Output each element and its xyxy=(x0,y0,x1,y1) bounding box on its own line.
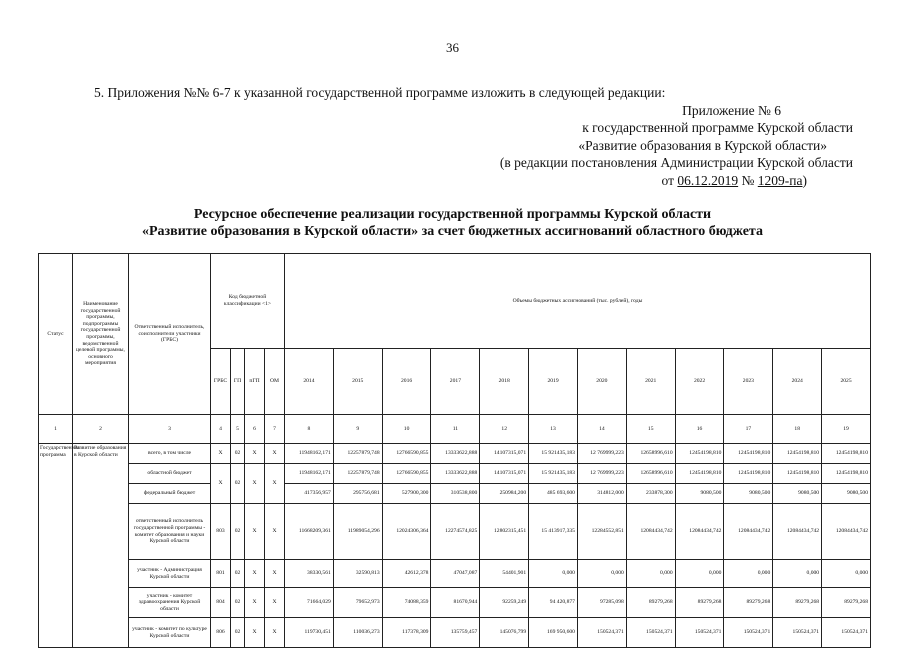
title-line-1: Ресурсное обеспечение реализации государственной программы Курской области xyxy=(193,207,712,222)
value-cell: 12 769999,223 xyxy=(577,444,626,464)
column-number: 3 xyxy=(129,415,211,444)
header-year: 2014 xyxy=(285,349,334,415)
value-cell: 32590,813 xyxy=(333,560,382,588)
column-number: 12 xyxy=(480,415,529,444)
gp-cell: 02 xyxy=(231,504,245,560)
header-years-group: Объемы бюджетных ассигнований (тыс. рублей), годы xyxy=(285,254,871,349)
value-cell: 150524,371 xyxy=(675,618,724,648)
header-year: 2020 xyxy=(577,349,626,415)
value-cell: 0,000 xyxy=(529,560,578,588)
column-number: 11 xyxy=(431,415,480,444)
value-cell: 12454198,810 xyxy=(675,464,724,484)
appendix-no-sign: № xyxy=(738,172,758,188)
column-number: 19 xyxy=(822,415,871,444)
header-row xyxy=(39,254,871,349)
value-cell: 12 769999,223 xyxy=(577,464,626,484)
value-cell: 97285,098 xyxy=(577,588,626,618)
header-year: 2023 xyxy=(724,349,773,415)
appendix-line-2: к государственной программе Курской области xyxy=(582,120,853,136)
value-cell: 12766590,855 xyxy=(382,464,431,484)
value-cell: 89279,268 xyxy=(822,588,871,618)
value-cell: 12454198,810 xyxy=(724,444,773,464)
value-cell: 12257879,748 xyxy=(333,444,382,464)
value-cell: 12084434,742 xyxy=(773,504,822,560)
column-number-row xyxy=(39,415,871,444)
om-cell: X xyxy=(265,444,285,464)
grbs-cell: 804 xyxy=(211,588,231,618)
value-cell: 12658996,610 xyxy=(626,464,675,484)
value-cell: 89279,268 xyxy=(724,588,773,618)
value-cell: 295756,681 xyxy=(333,484,382,504)
table-row xyxy=(39,560,871,588)
value-cell: 150524,371 xyxy=(773,618,822,648)
value-cell: 89279,268 xyxy=(773,588,822,618)
header-year: 2017 xyxy=(431,349,480,415)
header-year: 2024 xyxy=(773,349,822,415)
value-cell: 117378,309 xyxy=(382,618,431,648)
value-cell: 0,000 xyxy=(675,560,724,588)
executor-cell: ответственный исполнитель государственной программы - комитет образования и науки Курской области xyxy=(129,504,211,560)
column-number: 10 xyxy=(382,415,431,444)
header-year: 2018 xyxy=(480,349,529,415)
page-number: 36 xyxy=(446,40,459,55)
executor-cell: областной бюджет xyxy=(129,464,211,484)
table-row xyxy=(39,484,871,504)
table-row xyxy=(39,444,871,464)
value-cell: 15 921435,183 xyxy=(529,464,578,484)
pgp-cell: X xyxy=(245,504,265,560)
om-cell: X xyxy=(265,560,285,588)
value-cell: 527900,300 xyxy=(382,484,431,504)
table-row xyxy=(39,504,871,560)
value-cell: 13333622,888 xyxy=(431,464,480,484)
pgp-cell: X xyxy=(245,444,265,464)
appendix-line-1: Приложение № 6 xyxy=(682,103,781,118)
value-cell: 12084434,742 xyxy=(724,504,773,560)
header-year: 2019 xyxy=(529,349,578,415)
header-grbs: ГРБС xyxy=(211,349,231,415)
table-row xyxy=(39,618,871,648)
column-number: 17 xyxy=(724,415,773,444)
column-number: 5 xyxy=(231,415,245,444)
pgp-cell: X xyxy=(245,618,265,648)
value-cell: 250984,200 xyxy=(480,484,529,504)
gp-cell: 02 xyxy=(231,618,245,648)
value-cell: 12084434,742 xyxy=(626,504,675,560)
value-cell: 38330,561 xyxy=(285,560,334,588)
value-cell: 0,000 xyxy=(822,560,871,588)
executor-cell: участник - комитет по культуре Курской области xyxy=(129,618,211,648)
value-cell: 150524,371 xyxy=(822,618,871,648)
value-cell: 11989054,296 xyxy=(333,504,382,560)
executor-cell: всего, в том числе xyxy=(129,444,211,464)
appendix-number: 1209-па xyxy=(757,172,803,188)
gp-cell: 02 xyxy=(231,464,245,504)
value-cell: 92259,249 xyxy=(480,588,529,618)
value-cell: 15 921435,183 xyxy=(529,444,578,464)
grbs-cell: 801 xyxy=(211,560,231,588)
value-cell: 42612,378 xyxy=(382,560,431,588)
value-cell: 150524,371 xyxy=(577,618,626,648)
value-cell: 314812,000 xyxy=(577,484,626,504)
header-year: 2021 xyxy=(626,349,675,415)
column-number: 7 xyxy=(265,415,285,444)
value-cell: 119730,451 xyxy=(285,618,334,648)
value-cell: 12454198,810 xyxy=(724,464,773,484)
value-cell: 71664,029 xyxy=(285,588,334,618)
column-number: 9 xyxy=(333,415,382,444)
grbs-cell: X xyxy=(211,464,231,504)
value-cell: 12454198,810 xyxy=(773,444,822,464)
executor-cell: участник - Администрация Курской области xyxy=(129,560,211,588)
value-cell: 74088,359 xyxy=(382,588,431,618)
value-cell: 9080,500 xyxy=(724,484,773,504)
column-number: 13 xyxy=(529,415,578,444)
value-cell: 0,000 xyxy=(773,560,822,588)
grbs-cell: X xyxy=(211,444,231,464)
appendix-line-5 xyxy=(393,172,853,189)
value-cell: 9080,500 xyxy=(675,484,724,504)
om-cell: X xyxy=(265,504,285,560)
header-executor: Ответственный исполнитель, соисполнители участники (ГРБС) xyxy=(129,254,211,415)
header-year: 2015 xyxy=(333,349,382,415)
value-cell: 14107315,071 xyxy=(480,444,529,464)
value-cell: 13333622,888 xyxy=(431,444,480,464)
om-cell: X xyxy=(265,464,285,504)
header-pgp: пГП xyxy=(245,349,265,415)
value-cell: 9080,500 xyxy=(822,484,871,504)
value-cell: 150524,371 xyxy=(626,618,675,648)
value-cell: 12274574,825 xyxy=(431,504,480,560)
header-om: ОМ xyxy=(265,349,285,415)
value-cell: 12454198,810 xyxy=(773,464,822,484)
pgp-cell: X xyxy=(245,464,265,504)
title-line-2: «Развитие образования в Курской области» за счет бюджетных ассигнований областного бюджета xyxy=(142,224,763,239)
value-cell: 12084434,742 xyxy=(822,504,871,560)
appendix-close: ) xyxy=(802,172,807,188)
value-cell: 310538,800 xyxy=(431,484,480,504)
gp-cell: 02 xyxy=(231,560,245,588)
value-cell: 12084434,742 xyxy=(675,504,724,560)
value-cell: 47047,087 xyxy=(431,560,480,588)
pgp-cell: X xyxy=(245,560,265,588)
value-cell: 89279,268 xyxy=(675,588,724,618)
column-number: 16 xyxy=(675,415,724,444)
column-number: 2 xyxy=(73,415,129,444)
value-cell: 0,000 xyxy=(724,560,773,588)
value-cell: 485 693,600 xyxy=(529,484,578,504)
value-cell: 12802315,451 xyxy=(480,504,529,560)
value-cell: 12454198,810 xyxy=(822,464,871,484)
value-cell: 12024306,364 xyxy=(382,504,431,560)
value-cell: 94 420,877 xyxy=(529,588,578,618)
value-cell: 169 950,600 xyxy=(529,618,578,648)
executor-cell: участник - комитет здравоохранения Курской области xyxy=(129,588,211,618)
value-cell: 0,000 xyxy=(626,560,675,588)
value-cell: 11668209,361 xyxy=(285,504,334,560)
value-cell: 12257879,748 xyxy=(333,464,382,484)
appendix-line-4: (в редакции постановления Администрации Курской области xyxy=(499,155,853,171)
value-cell: 11948162,171 xyxy=(285,444,334,464)
value-cell: 11948162,171 xyxy=(285,464,334,484)
column-number: 4 xyxy=(211,415,231,444)
program-cell: Развитие образования в Курской области xyxy=(73,444,129,648)
value-cell: 110036,273 xyxy=(333,618,382,648)
om-cell: X xyxy=(265,618,285,648)
appendix-date: 06.12.2019 xyxy=(677,172,739,188)
column-number: 1 xyxy=(39,415,73,444)
value-cell: 79652,973 xyxy=(333,588,382,618)
value-cell: 12284552,851 xyxy=(577,504,626,560)
intro-paragraph: 5. Приложения №№ 6-7 к указанной государственной программе изложить в следующей редакции: xyxy=(94,85,666,100)
value-cell: 89279,268 xyxy=(626,588,675,618)
header-gp: ГП xyxy=(231,349,245,415)
column-number: 18 xyxy=(773,415,822,444)
column-number: 8 xyxy=(285,415,334,444)
document-title xyxy=(0,206,905,240)
value-cell: 12454198,810 xyxy=(822,444,871,464)
column-number: 6 xyxy=(245,415,265,444)
value-cell: 233878,300 xyxy=(626,484,675,504)
header-year: 2022 xyxy=(675,349,724,415)
status-cell: Государственная программа xyxy=(39,444,73,648)
value-cell: 12766590,855 xyxy=(382,444,431,464)
value-cell: 81670,944 xyxy=(431,588,480,618)
value-cell: 145076,799 xyxy=(480,618,529,648)
header-code-group: Код бюджетной классификации <1> xyxy=(211,254,285,349)
appendix-header xyxy=(393,102,853,189)
gp-cell: 02 xyxy=(231,444,245,464)
grbs-cell: 803 xyxy=(211,504,231,560)
value-cell: 135759,457 xyxy=(431,618,480,648)
value-cell: 54401,901 xyxy=(480,560,529,588)
appendix-line-3: «Развитие образования в Курской области» xyxy=(578,137,827,153)
table-row xyxy=(39,588,871,618)
value-cell: 9080,500 xyxy=(773,484,822,504)
header-year: 2016 xyxy=(382,349,431,415)
table-row xyxy=(39,464,871,484)
grbs-cell: 806 xyxy=(211,618,231,648)
value-cell: 12454198,810 xyxy=(675,444,724,464)
value-cell: 14107315,071 xyxy=(480,464,529,484)
om-cell: X xyxy=(265,588,285,618)
gp-cell: 02 xyxy=(231,588,245,618)
pgp-cell: X xyxy=(245,588,265,618)
value-cell: 417356,957 xyxy=(285,484,334,504)
value-cell: 150524,371 xyxy=(724,618,773,648)
header-status: Статус xyxy=(39,254,73,415)
value-cell: 0,000 xyxy=(577,560,626,588)
column-number: 15 xyxy=(626,415,675,444)
header-program: Наименование государственной программы, подпрограммы государственной программы, ведомственной целевой программы, основного мероприятия xyxy=(73,254,129,415)
resource-table xyxy=(38,253,871,648)
value-cell: 12658996,610 xyxy=(626,444,675,464)
column-number: 14 xyxy=(577,415,626,444)
executor-cell: федеральный бюджет xyxy=(129,484,211,504)
value-cell: 15 413917,335 xyxy=(529,504,578,560)
appendix-from: от xyxy=(661,172,678,188)
header-year: 2025 xyxy=(822,349,871,415)
